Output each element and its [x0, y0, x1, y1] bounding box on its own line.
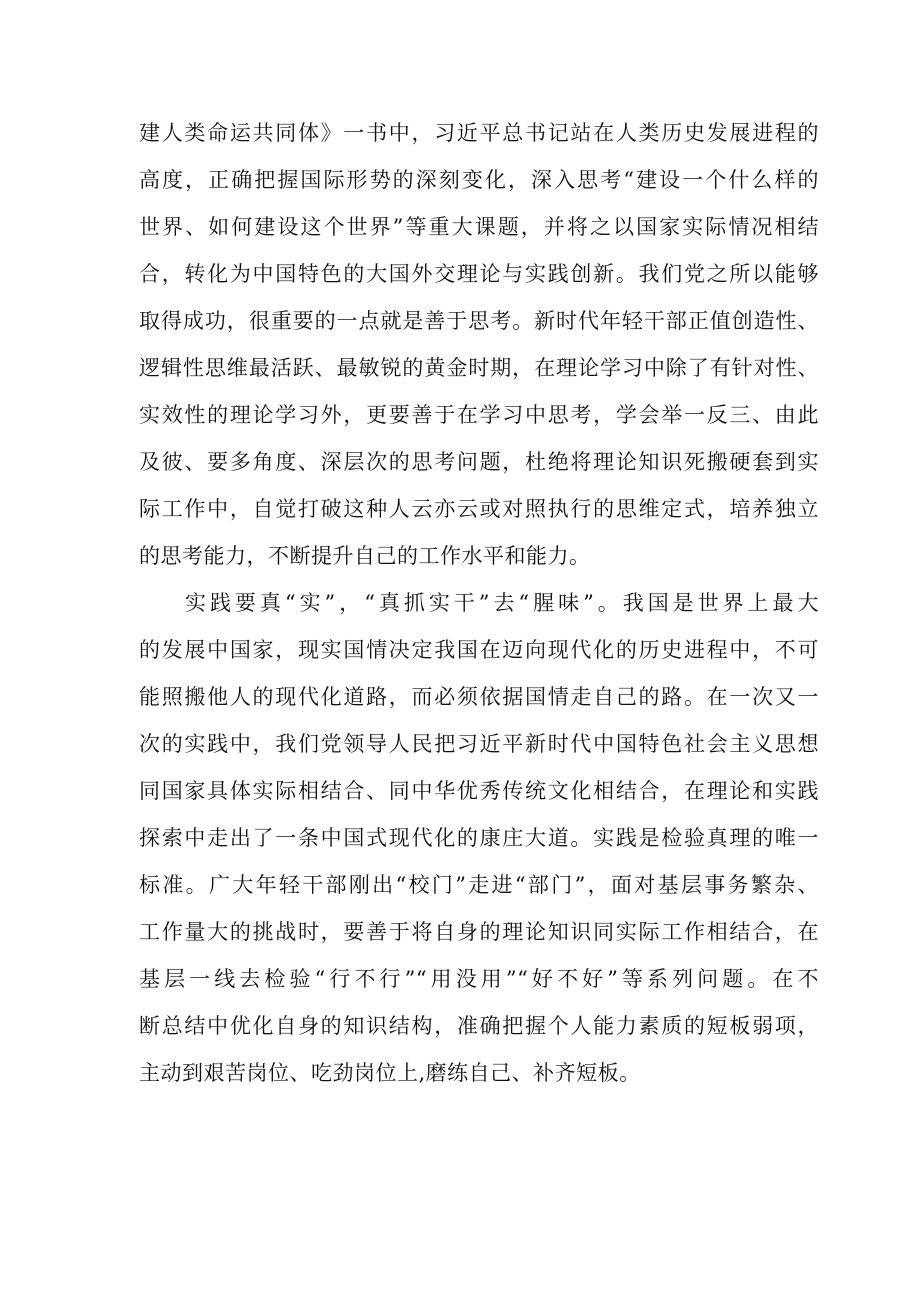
text-line: 实践要真“实”，“真抓实干”去“腥味”。我国是世界上最大	[185, 591, 819, 615]
text-line: 主动到艰苦岗位、吃劲岗位上,磨练自己、补齐短板。	[139, 1061, 641, 1085]
text-line: 合，转化为中国特色的大国外交理论与实践创新。我们党之所以能够	[139, 262, 819, 286]
paragraph-2	[139, 580, 819, 1097]
text-line: 同国家具体实际相结合、同中华优秀传统文化相结合，在理论和实践	[139, 779, 819, 803]
text-line: 建人类命运共同体》一书中，习近平总书记站在人类历史发展进程的	[139, 121, 819, 145]
text-line: 的思考能力，不断提升自己的工作水平和能力。	[139, 544, 591, 568]
text-line: 际工作中，自觉打破这种人云亦云或对照执行的思维定式，培养独立	[139, 497, 819, 521]
text-line: 高度，正确把握国际形势的深刻变化，深入思考“建设一个什么样的	[139, 168, 819, 192]
text-line: 断总结中优化自身的知识结构，准确把握个人能力素质的短板弱项，	[139, 1014, 819, 1038]
text-line: 世界、如何建设这个世界”等重大课题，并将之以国家实际情况相结	[139, 215, 819, 239]
text-line: 取得成功，很重要的一点就是善于思考。新时代年轻干部正值创造性、	[139, 309, 819, 333]
text-line: 探索中走出了一条中国式现代化的康庄大道。实践是检验真理的唯一	[139, 826, 819, 850]
paragraph-1	[139, 110, 819, 580]
text-line: 能照搬他人的现代化道路，而必须依据国情走自己的路。在一次又一	[139, 685, 819, 709]
text-line: 次的实践中，我们党领导人民把习近平新时代中国特色社会主义思想	[139, 732, 819, 756]
text-line: 工作量大的挑战时，要善于将自身的理论知识同实际工作相结合，在	[139, 920, 819, 944]
text-line: 的发展中国家，现实国情决定我国在迈向现代化的历史进程中，不可	[139, 638, 819, 662]
text-line: 标准。广大年轻干部刚出“校门”走进“部门”，面对基层事务繁杂、	[139, 873, 819, 897]
document-body	[139, 110, 819, 1097]
text-line: 逻辑性思维最活跃、最敏锐的黄金时期，在理论学习中除了有针对性、	[139, 356, 819, 380]
text-line: 实效性的理论学习外，更要善于在学习中思考，学会举一反三、由此	[139, 403, 819, 427]
text-line: 及彼、要多角度、深层次的思考问题，杜绝将理论知识死搬硬套到实	[139, 450, 819, 474]
text-line: 基层一线去检验“行不行”“用没用”“好不好”等系列问题。在不	[139, 967, 819, 991]
